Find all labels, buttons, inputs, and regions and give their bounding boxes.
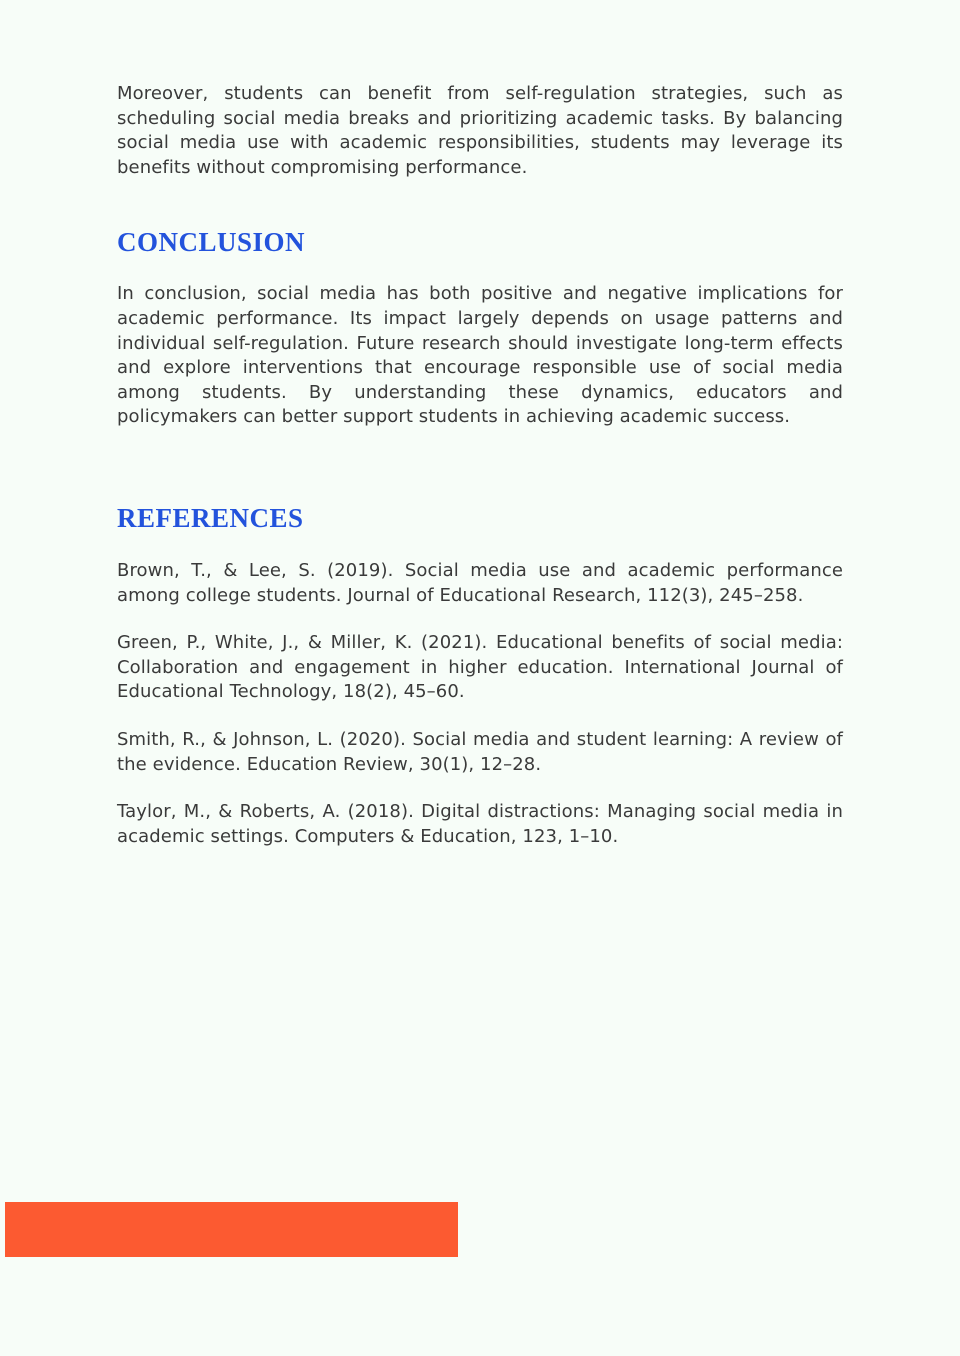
accent-bar xyxy=(5,1202,458,1257)
conclusion-heading: CONCLUSION xyxy=(117,227,306,258)
reference-entry: Smith, R., & Johnson, L. (2020). Social media and student learning: A review of the evidence. Education Review, 30(1), 12–28. xyxy=(117,728,843,775)
reference-list xyxy=(117,559,843,849)
reference-entry: Brown, T., & Lee, S. (2019). Social media use and academic performance among college students. Journal of Educational Research, 112(3), 245–258. xyxy=(117,559,843,606)
reference-entry: Taylor, M., & Roberts, A. (2018). Digital distractions: Managing social media in academic settings. Computers & Education, 123, 1–10. xyxy=(117,801,843,847)
conclusion-paragraph: In conclusion, social media has both positive and negative implications for academic performance. Its impact largely depends on usage patterns and individual self-regulation. Future research should investigate long-term effects and explore interventions that encourage responsible use of social media among students. By understanding these dynamics, educators and policymakers can better support students in achieving academic success. xyxy=(117,283,843,428)
references-heading: REFERENCES xyxy=(117,502,304,533)
reference-entry: Green, P., White, J., & Miller, K. (2021). Educational benefits of social media: Collaboration and engagement in higher education. International Journal of Educational Technology, 18(2), 45–60. xyxy=(117,632,843,703)
intro-paragraph: Moreover, students can benefit from self-regulation strategies, such as scheduling social media breaks and prioritizing academic tasks. By balancing social media use with academic responsibilities, students may leverage its benefits without compromising performance. xyxy=(117,83,843,178)
